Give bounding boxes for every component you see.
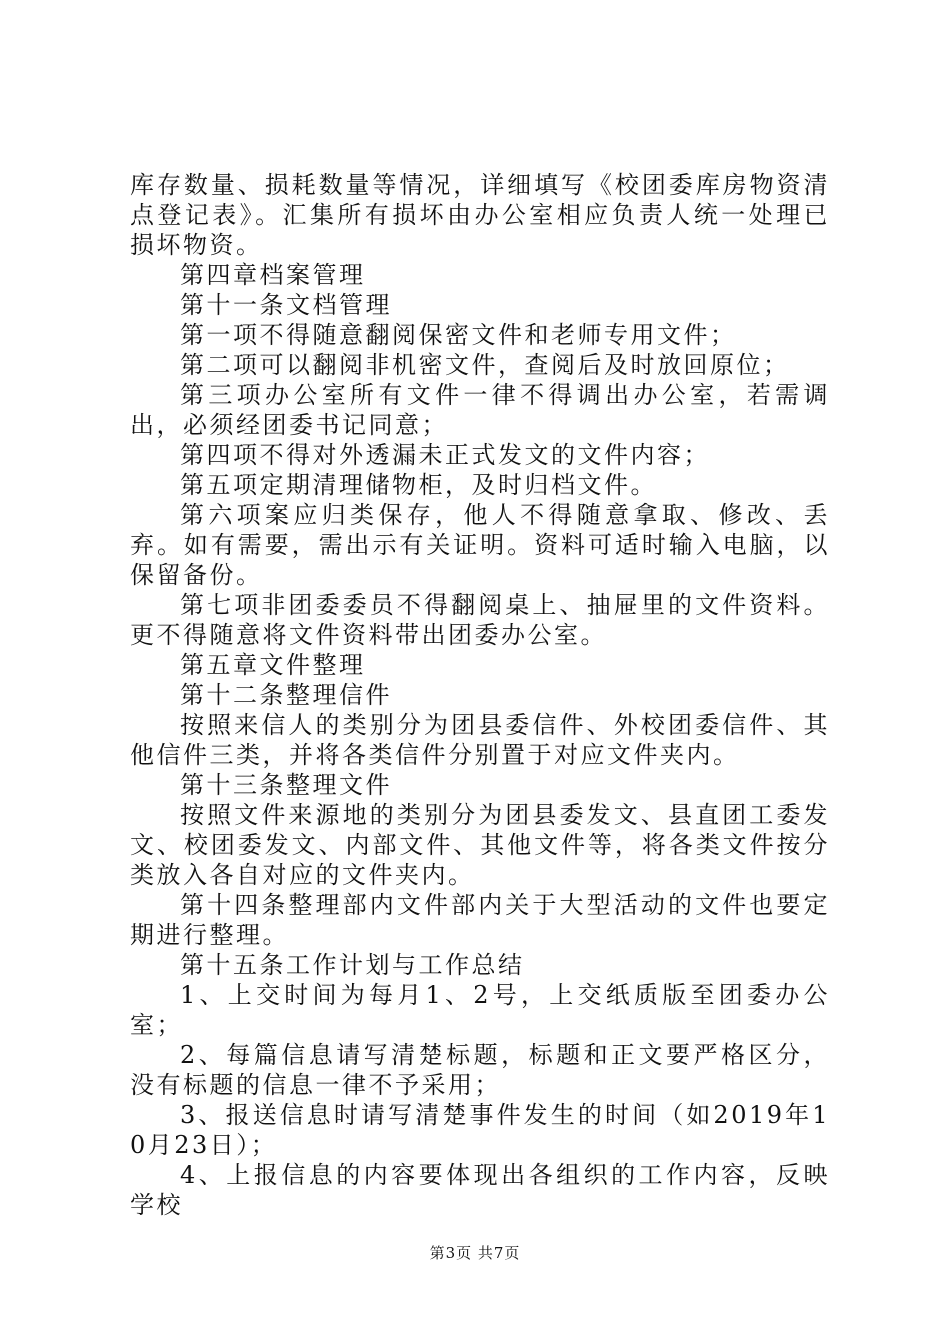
chapter-heading-5: 第五章文件整理 [180,651,366,679]
page-number: 第3页 共7页 [429,1244,521,1262]
page-footer [0,1243,950,1263]
article-paragraph-14: 第十四条整理部内文件部内关于大型活动的文件也要定期进行整理。 [130,891,830,949]
article-heading-15: 第十五条工作计划与工作总结 [180,951,525,979]
paragraph-item-6: 第六项案应归类保存，他人不得随意拿取、修改、丢弃。如有需要，需出示有关证明。资料可适时输入电脑，以保留备份。 [130,501,830,589]
document-body [130,170,830,1220]
paragraph-item-4: 第四项不得对外透漏未正式发文的文件内容； [180,441,710,469]
paragraph-item-3: 第三项办公室所有文件一律不得调出办公室，若需调出，必须经团委书记同意； [130,381,830,439]
paragraph-item-5: 第五项定期清理储物柜，及时归档文件。 [180,471,657,499]
article-heading-12: 第十二条整理信件 [180,681,392,709]
paragraph-letters: 按照来信人的类别分为团县委信件、外校团委信件、其他信件三类，并将各类信件分别置于对应文件夹内。 [130,711,830,769]
article-heading-13: 第十三条整理文件 [180,771,392,799]
list-item-1: 1、上交时间为每月1、2号，上交纸质版至团委办公室； [130,981,830,1039]
list-item-2: 2、每篇信息请写清楚标题，标题和正文要严格区分，没有标题的信息一律不予采用； [130,1041,830,1099]
paragraph-item-7: 第七项非团委委员不得翻阅桌上、抽屉里的文件资料。更不得随意将文件资料带出团委办公室。 [130,591,830,649]
chapter-heading-4: 第四章档案管理 [180,261,366,289]
paragraph-item-1: 第一项不得随意翻阅保密文件和老师专用文件； [180,321,737,349]
paragraph-1: 库存数量、损耗数量等情况，详细填写《校团委库房物资清点登记表》。汇集所有损坏由办公室相应负责人统一处理已损坏物资。 [130,171,830,259]
article-heading-11: 第十一条文档管理 [180,291,392,319]
list-item-4: 4、上报信息的内容要体现出各组织的工作内容，反映学校 [130,1161,830,1219]
paragraph-files: 按照文件来源地的类别分为团县委发文、县直团工委发文、校团委发文、内部文件、其他文件等，将各类文件按分类放入各自对应的文件夹内。 [130,801,830,889]
list-item-3: 3、报送信息时请写清楚事件发生的时间（如2019年10月23日）； [130,1101,830,1159]
paragraph-item-2: 第二项可以翻阅非机密文件，查阅后及时放回原位； [180,351,790,379]
